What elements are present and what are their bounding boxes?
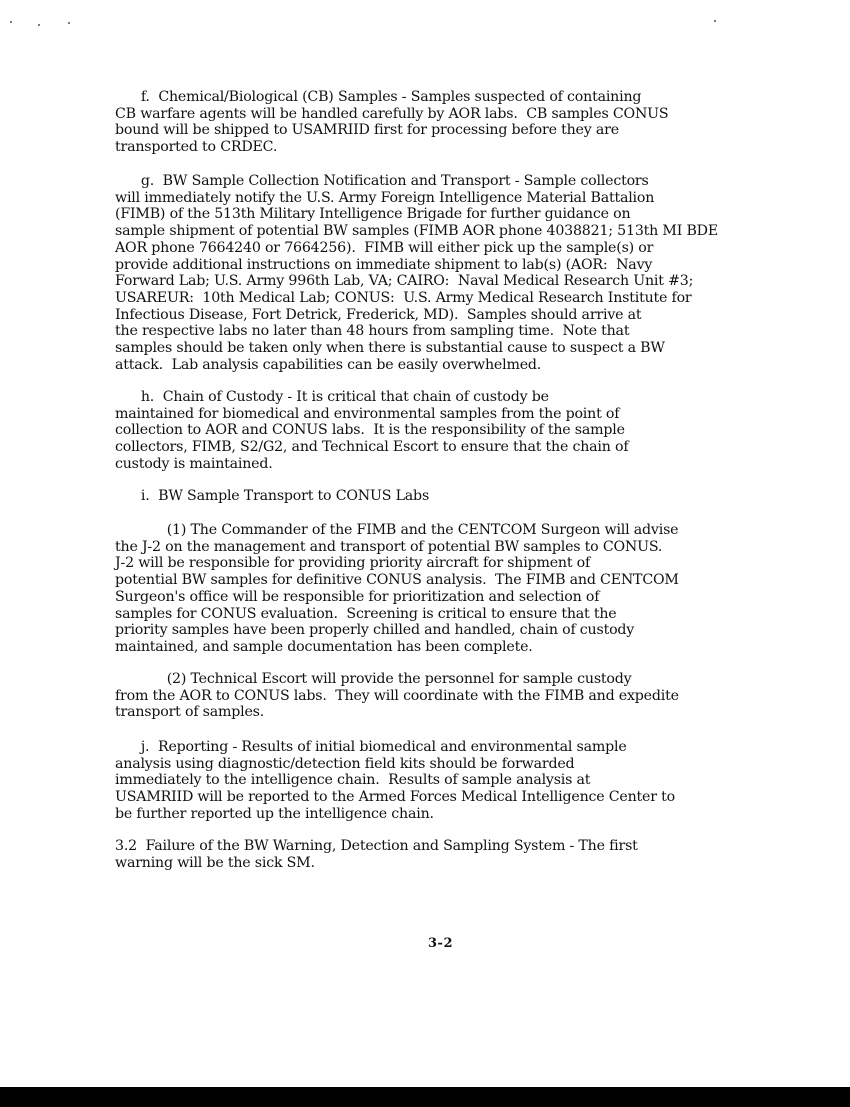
scan-border-bottom [0,1087,850,1107]
paragraph-h: h. Chain of Custody - It is critical that chain of custody be maintained for biomedical and environmental samples from the point of collection to AOR and CONUS labs. It is the responsibility of the sample collectors, FIMB, S2/G2, and Technical Escort to ensure that the chain of custody is maintained. [115,389,629,472]
scan-speck [38,24,40,26]
scan-speck [68,22,70,24]
section-3-2: 3.2 Failure of the BW Warning, Detection and Sampling System - The first warning will be the sick SM. [115,838,638,871]
scan-speck [714,20,716,22]
paragraph-f: f. Chemical/Biological (CB) Samples - Samples suspected of containing CB warfare agents will be handled carefully by AOR labs. CB samples CONUS bound will be shipped to USAMRIID first for processing before they are transported to CRDEC. [115,89,669,156]
scan-speck [10,21,12,23]
paragraph-i: i. BW Sample Transport to CONUS Labs [115,488,430,504]
paragraph-i-2: (2) Technical Escort will provide the personnel for sample custody from the AOR to CONUS labs. They will coordinate with the FIMB and expedite transport of samples. [115,671,679,721]
paragraph-g: g. BW Sample Collection Notification and Transport - Sample collectors will immediately notify the U.S. Army Foreign Intelligence Material Battalion (FIMB) of the 513th Military Intelligence Brigade for further guidance on sample shipment of potential BW samples (FIMB AOR phone 4038821; 513th MI BDE AOR phone 7664240 or 7664256). FIMB will either pick up the sample(s) or provide additional instructions on immediate shipment to lab(s) (AOR: Navy Forward Lab; U.S. Army 996th Lab, VA; CAIRO: Naval Medical Research Unit #3; USAREUR: 10th Medical Lab; CONUS: U.S. Army Medical Research Institute for Infectious Disease, Fort Detrick, Frederick, MD). Samples should arrive at the respective labs no later than 48 hours from sampling time. Note that samples should be taken only when there is substantial cause to suspect a BW attack. Lab analysis capabilities can be easily overwhelmed. [115,173,718,373]
paragraph-j: j. Reporting - Results of initial biomedical and environmental sample analysis using diagnostic/detection field kits should be forwarded immediately to the intelligence chain. Results of sample analysis at USAMRIID will be reported to the Armed Forces Medical Intelligence Center to be further reported up the intelligence chain. [115,739,675,822]
page-number: 3-2 [428,936,453,951]
paragraph-i-1: (1) The Commander of the FIMB and the CENTCOM Surgeon will advise the J-2 on the management and transport of potential BW samples to CONUS. J-2 will be responsible for providing priority aircraft for shipment of potential BW samples for definitive CONUS analysis. The FIMB and CENTCOM Surgeon's office will be responsible for prioritization and selection of samples for CONUS evaluation. Screening is critical to ensure that the priority samples have been properly chilled and handled, chain of custody maintained, and sample documentation has been complete. [115,522,679,655]
